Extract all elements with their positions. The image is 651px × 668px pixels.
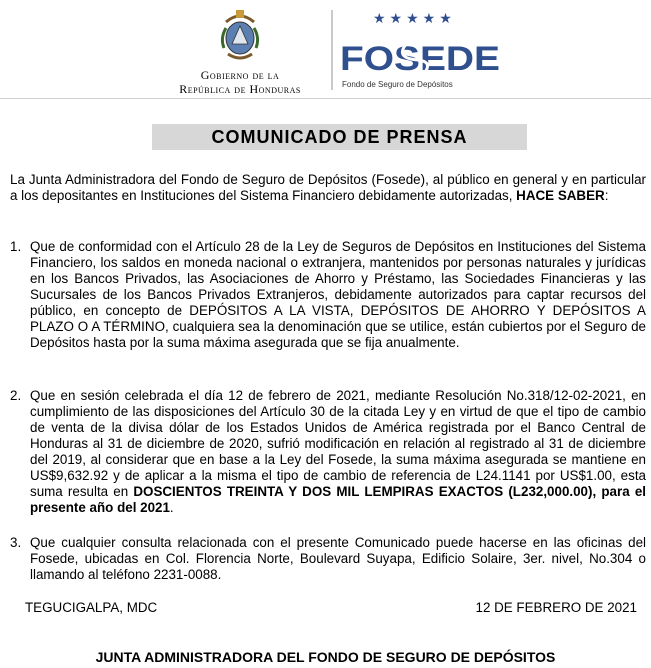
list-item: [10, 239, 646, 351]
header-rule: [0, 98, 651, 99]
gov-name-line2: República de Honduras: [179, 82, 301, 96]
item-number: 1.: [10, 239, 22, 254]
date: 12 DE FEBRERO DE 2021: [475, 600, 637, 615]
page-title: COMUNICADO DE PRENSA: [211, 126, 468, 147]
fosede-tagline: Fondo de Seguro de Depósitos: [342, 80, 453, 89]
intro-tail: :: [604, 188, 609, 203]
fosede-logo-text: FOSEDE: [340, 40, 500, 78]
fosede-logo: [338, 10, 518, 96]
item-text-container: [30, 388, 646, 516]
list-item: [10, 535, 646, 583]
list-item: [10, 388, 646, 516]
item-number: 3.: [10, 535, 22, 550]
intro-bold: HACE SABER: [516, 188, 605, 203]
coat-of-arms-icon: [218, 8, 262, 64]
place: TEGUCIGALPA, MDC: [25, 600, 158, 615]
item-number: 2.: [10, 388, 22, 403]
item-tail: .: [169, 500, 174, 515]
intro-paragraph: [10, 172, 646, 204]
intro-text: La Junta Administradora del Fondo de Seguro de Depósitos (Fosede), al público en general y en particular a los depositantes en Instituciones del Sistema Financiero debidamente autorizadas,: [10, 172, 646, 203]
item-text: Que cualquier consulta relacionada con el presente Comunicado puede hacerse en las oficinas del Fosede, ubicadas en Col. Florencia Norte, Boulevard Suyapa, Edificio Solaire, 3er. nivel, No.304 o llamando al teléfono 2231-0088.: [30, 535, 646, 582]
gov-name-line1: Gobierno de la: [200, 68, 280, 82]
stars-icon: ★★★★★: [373, 10, 456, 26]
item-bold: DOSCIENTOS TREINTA Y DOS MIL LEMPIRAS EXACTOS (L232,000.00), para el presente año del 2021: [30, 484, 646, 515]
fosede-wordmark: [338, 38, 508, 78]
signature: JUNTA ADMINISTRADORA DEL FONDO DE SEGURO DE DEPÓSITOS: [95, 649, 556, 665]
header-divider: [331, 10, 333, 90]
government-logo: [150, 8, 330, 96]
item-text: Que de conformidad con el Artículo 28 de la Ley de Seguros de Depósitos en Instituciones del Sistema Financiero, los saldos en moneda nacional o extranjera, mantenidos por personas naturales y jurídicas en los Bancos Privados, las Asociaciones de Ahorro y Préstamo, las Sociedades Financieras y las Sucursales de los Bancos Privados Extranjeros, debidamente autorizados para captar recursos del público, en concepto de DEPÓSITOS A LA VISTA, DEPÓSITOS DE AHORRO Y DEPÓSITOS A PLAZO O A TÉRMINO, cualquiera sea la denominación que se utilice, están cubiertos por el Seguro de Depósitos hasta por la suma máxima asegurada que se fija anualmente.: [30, 239, 646, 350]
title-banner: [152, 124, 527, 150]
letterhead: [0, 0, 651, 100]
item-text: Que en sesión celebrada el día 12 de febrero de 2021, mediante Resolución No.318/12-02-2021, en cumplimiento de las disposiciones del Artículo 30 de la citada Ley y en virtud de que el tipo de cambio de venta de la divisa dólar de los Estados Unidos de América registrada por el Banco Central de Honduras al 31 de diciembre de 2020, sufrió modificación en relación al registrado al 31 de diciembre del 2019, al considerar que en base a la Ley del Fosede, la suma máxima asegurada se mantiene en US$9,632.92 y de aplicar a la misma el tipo de cambio de referencia de L24.1141 por US$1.00, esta suma resulta en: [30, 388, 646, 499]
